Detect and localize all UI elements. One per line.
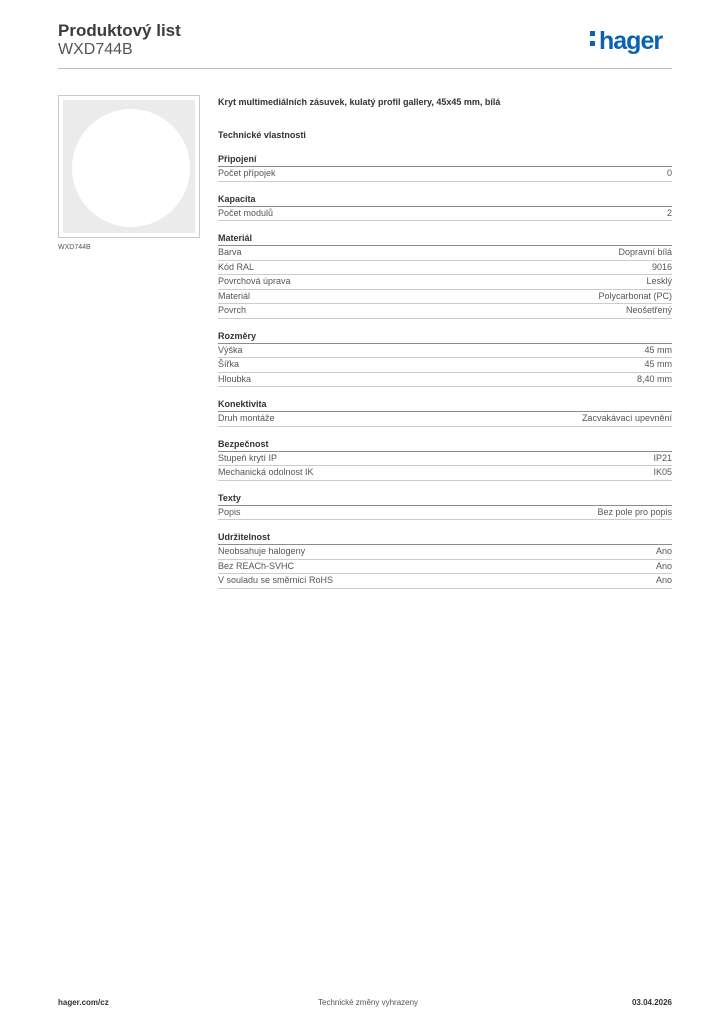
spec-row xyxy=(218,452,672,467)
spec-label: Mechanická odolnost IK xyxy=(218,467,314,477)
spec-row xyxy=(218,275,672,290)
spec-label: Popis xyxy=(218,506,241,517)
spec-row xyxy=(218,304,672,319)
spec-value: Zacvakávací upevnění xyxy=(581,413,672,423)
cover-plate xyxy=(63,100,195,233)
spec-value: Neošetřený xyxy=(625,305,672,315)
section-title: Technické vlastnosti xyxy=(218,130,306,140)
spec-row xyxy=(218,373,672,388)
spec-row xyxy=(218,261,672,276)
spec-row xyxy=(218,574,672,589)
spec-label: V souladu se směrnicí RoHS xyxy=(218,575,334,585)
product-description: Kryt multimediálních zásuvek, kulatý profil gallery, 45x45 mm, bílá xyxy=(218,97,501,107)
group-title: Připojení xyxy=(218,153,672,167)
spec-label: Počet modulů xyxy=(218,207,274,218)
spec-label: Hloubka xyxy=(218,373,252,384)
spec-row xyxy=(218,545,672,560)
group-title: Rozměry xyxy=(218,330,672,344)
spec-row xyxy=(218,167,672,182)
spec-label: Neobsahuje halogeny xyxy=(218,546,306,556)
spec-label: Šířka xyxy=(218,359,240,369)
spec-value: Bez pole pro popis xyxy=(597,506,672,517)
spec-label: Počet přípojek xyxy=(218,168,276,178)
group-title: Materiál xyxy=(218,232,672,246)
header-divider xyxy=(58,68,672,69)
spec-row xyxy=(218,344,672,359)
spec-label: Druh montáže xyxy=(218,413,275,423)
hager-logo xyxy=(590,27,662,57)
cover-disc xyxy=(72,109,190,227)
image-caption: WXD744B xyxy=(58,244,91,251)
spec-value: 45 mm xyxy=(644,359,672,369)
product-image xyxy=(58,95,200,238)
footer-date: 03.04.2026 xyxy=(631,998,672,1007)
spec-value: Dopravní bílá xyxy=(618,247,672,257)
spec-row xyxy=(218,506,672,521)
spec-row xyxy=(218,207,672,222)
logo-text: hager xyxy=(599,27,663,55)
spec-value: IP21 xyxy=(653,452,672,463)
spec-value: 2 xyxy=(666,207,672,218)
spec-row xyxy=(218,560,672,575)
spec-row xyxy=(218,466,672,481)
footer-notice: Technické změny vyhrazeny xyxy=(318,998,419,1007)
spec-label: Stupeň krytí IP xyxy=(218,452,278,463)
spec-label: Barva xyxy=(218,247,242,257)
page-title: Produktový list xyxy=(58,21,181,40)
group-title: Kapacita xyxy=(218,193,672,207)
logo-colon-icon xyxy=(590,31,596,47)
spec-value: IK05 xyxy=(653,467,672,477)
group-title: Bezpečnost xyxy=(218,438,672,452)
spec-row xyxy=(218,246,672,261)
spec-label: Povrchová úprava xyxy=(218,276,291,286)
spec-label: Výška xyxy=(218,344,243,355)
footer-website: hager.com/cz xyxy=(58,998,109,1007)
product-code: WXD744B xyxy=(58,41,133,58)
spec-value: Ano xyxy=(655,575,672,585)
spec-row xyxy=(218,412,672,427)
spec-value: Ano xyxy=(655,546,672,556)
spec-value: 0 xyxy=(666,168,672,178)
spec-groups xyxy=(218,153,672,589)
group-title: Konektivita xyxy=(218,398,672,412)
spec-label: Bez REACh-SVHC xyxy=(218,560,295,571)
spec-label: Povrch xyxy=(218,305,247,315)
spec-value: Polycarbonat (PC) xyxy=(598,290,672,301)
spec-label: Materiál xyxy=(218,290,251,301)
spec-content xyxy=(218,95,672,589)
spec-row xyxy=(218,358,672,373)
group-title: Udržitelnost xyxy=(218,531,672,545)
spec-value: Lesklý xyxy=(646,276,672,286)
spec-label: Kód RAL xyxy=(218,261,255,272)
spec-value: 9016 xyxy=(651,261,672,272)
spec-value: Ano xyxy=(655,560,672,571)
spec-value: 8,40 mm xyxy=(636,373,672,384)
spec-row xyxy=(218,290,672,305)
spec-value: 45 mm xyxy=(644,344,672,355)
group-title: Texty xyxy=(218,492,672,506)
